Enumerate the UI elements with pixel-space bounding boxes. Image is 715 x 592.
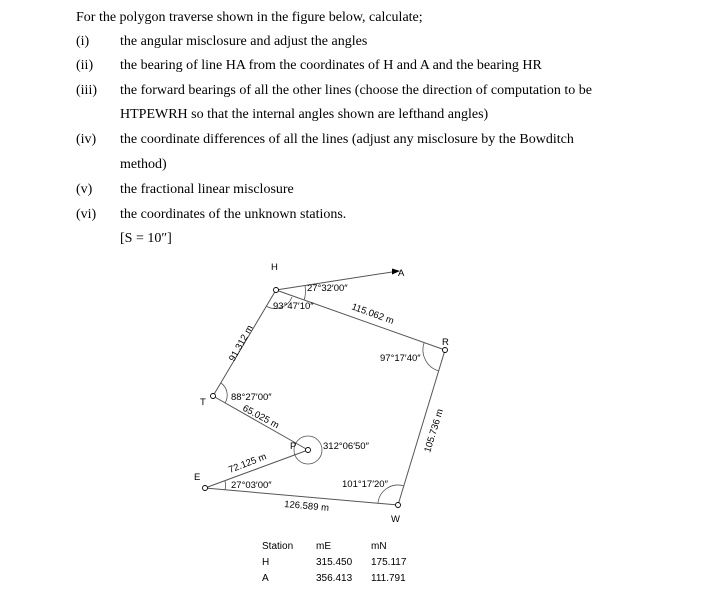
table-cell-me: 356.413	[316, 573, 353, 584]
station-marker-P	[306, 448, 311, 453]
station-label-E: E	[194, 472, 201, 483]
line-HR	[276, 290, 445, 350]
item-text: the coordinates of the unknown stations.	[120, 207, 347, 222]
item-text: the forward bearings of all the other lines (choose the direction of computation to be	[120, 83, 592, 98]
item-text-continuation: HTPEWRH so that the internal angles shown are lefthand angles)	[120, 107, 489, 122]
station-label-W: W	[391, 514, 400, 525]
table-header-mn: mN	[371, 541, 387, 552]
item-number: (ii)	[76, 58, 94, 73]
station-label-A: A	[398, 268, 405, 279]
table-cell-mn: 111.791	[371, 573, 406, 584]
distance-label-EW: 126.589 m	[283, 499, 330, 514]
table-cell-station: H	[262, 557, 270, 568]
angle-arc-H-A	[304, 286, 305, 300]
table-header-station: Station	[262, 541, 294, 552]
distance-label-HT: 91.312 m	[227, 323, 256, 364]
problem-intro: For the polygon traverse shown in the figure below, calculate;	[76, 10, 423, 25]
station-marker-E	[203, 486, 208, 491]
station-marker-R	[443, 348, 448, 353]
angle-label-R: 97°17′40″	[380, 353, 421, 364]
item-number: (vi)	[76, 207, 97, 222]
item-text: the coordinate differences of all the lines (adjust any misclosure by the Bowditch	[120, 132, 574, 147]
item-text-continuation: method)	[120, 157, 167, 172]
angle-label-W: 101°17′20″	[342, 479, 388, 490]
station-label-R: R	[442, 337, 449, 348]
distance-label-PE: 72.125 m	[227, 451, 269, 476]
item-text: the bearing of line HA from the coordinates of H and A and the bearing HR	[120, 58, 542, 73]
item-number: (iii)	[76, 83, 97, 98]
table-cell-me: 315.450	[316, 557, 353, 568]
item-number: (i)	[76, 34, 90, 49]
station-label-H: H	[271, 262, 278, 273]
table-cell-mn: 175.117	[371, 557, 407, 568]
angle-label-T: 88°27′00″	[231, 392, 272, 403]
station-marker-H	[274, 288, 279, 293]
item-text: the fractional linear misclosure	[120, 182, 294, 197]
note: [S = 10″]	[120, 231, 172, 246]
angle-label-E: 27°03′00″	[231, 480, 272, 491]
angle-arc-E	[225, 481, 226, 490]
angle-label-P: 312°06′50″	[323, 441, 369, 452]
item-number: (iv)	[76, 132, 97, 147]
distance-label-HR: 115.062 m	[349, 301, 396, 327]
angle-arc-T	[221, 383, 227, 403]
station-label-T: T	[200, 397, 206, 408]
table-header-me: mE	[316, 541, 331, 552]
station-label-P: P	[290, 441, 297, 452]
angle-label-H: 93°47′10″	[273, 301, 314, 312]
station-marker-W	[396, 503, 401, 508]
angle-label-H-A: 27°32′00″	[307, 283, 348, 294]
item-number: (v)	[76, 182, 93, 197]
station-marker-T	[211, 394, 216, 399]
item-text: the angular misclosure and adjust the angles	[120, 34, 368, 49]
distance-label-WR: 105.736 m	[422, 407, 446, 454]
distance-label-TP: 65.025 m	[240, 402, 281, 432]
table-cell-station: A	[262, 573, 269, 584]
